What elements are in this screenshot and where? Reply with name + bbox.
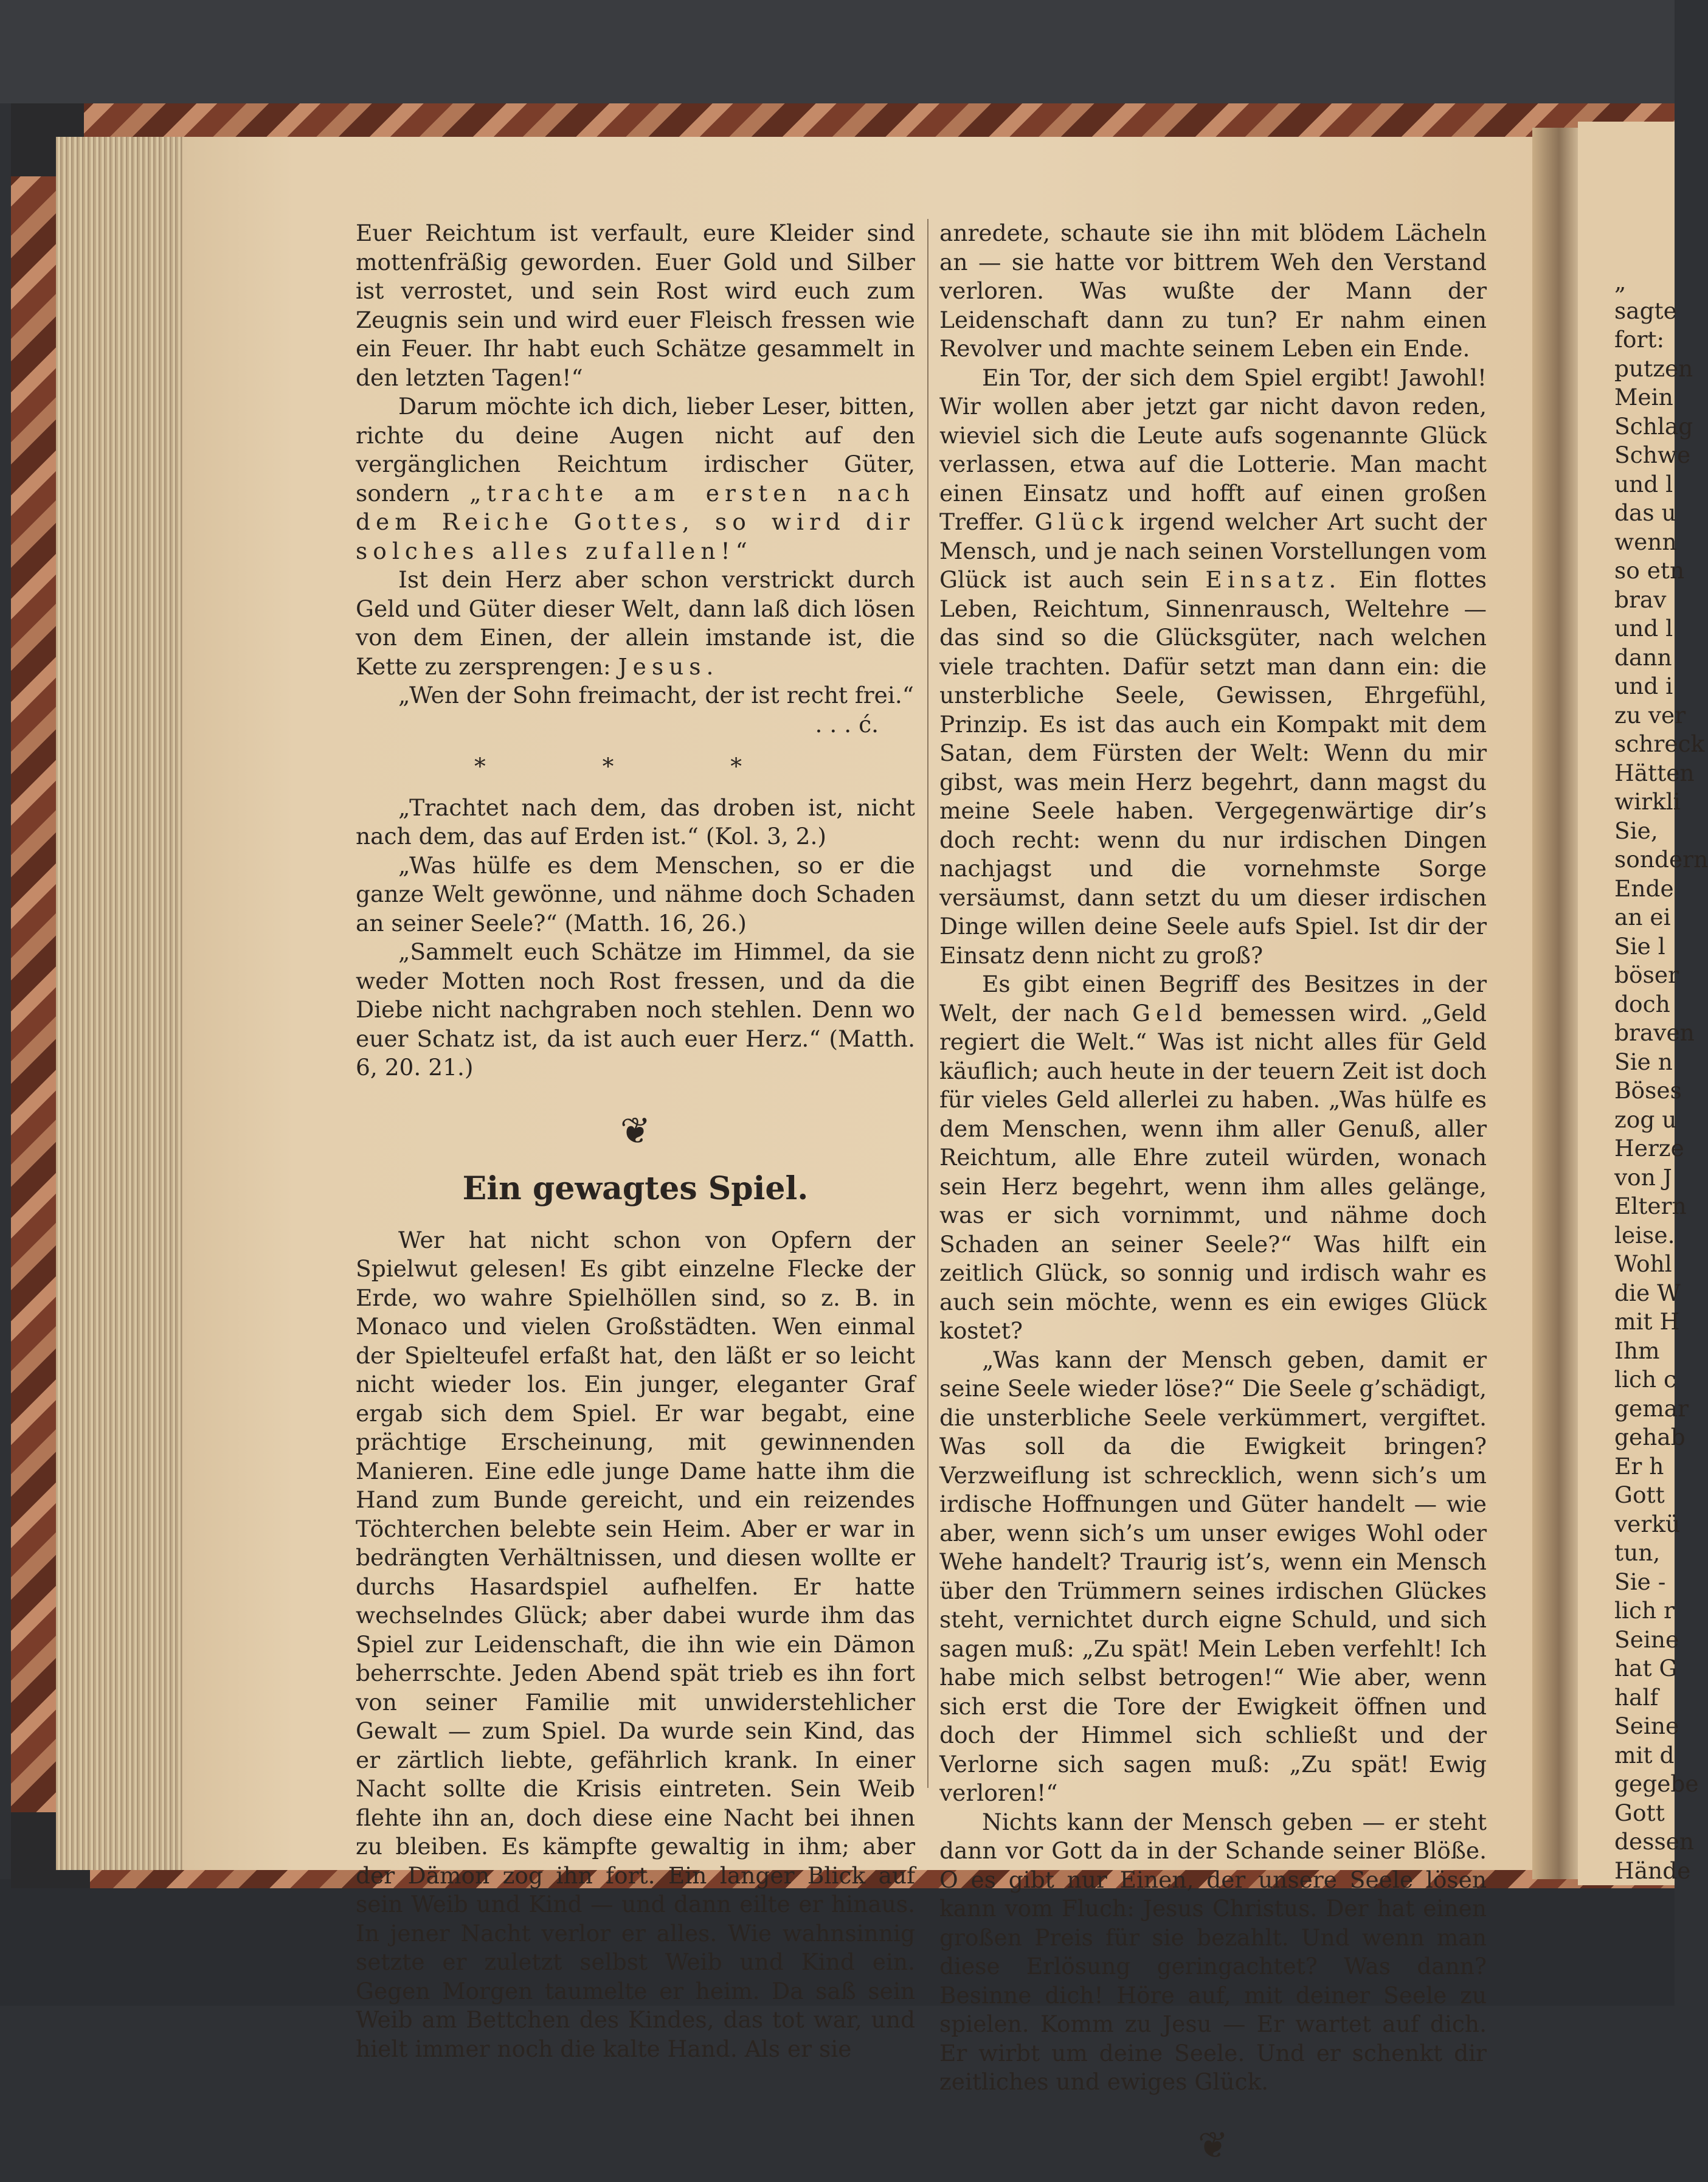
next-page-line-fragment: zu ver bbox=[1614, 701, 1686, 729]
next-page-text-fragments bbox=[1614, 268, 1708, 1885]
next-page-line-fragment: von J bbox=[1614, 1163, 1672, 1191]
next-page-line-fragment: die W bbox=[1614, 1279, 1681, 1306]
next-page-line-fragment: Schlag bbox=[1614, 412, 1693, 440]
next-page-line-fragment: Sie - bbox=[1614, 1568, 1666, 1595]
next-page-line-fragment: böser bbox=[1614, 961, 1679, 988]
next-page-line-fragment: lich r bbox=[1614, 1597, 1675, 1624]
next-page-line-fragment: dann bbox=[1614, 643, 1672, 671]
spaced-word: Geld bbox=[1132, 999, 1208, 1027]
paragraph: „Was kann der Mensch geben, damit er seine Seele wieder löse?“ Die Seele g’schädigt, die unsterbliche Seele verkümmert, vergiftet. Was soll da die Ewigkeit bringen? Verzweiflung ist schrecklich, wenn sich’s um irdische Hoffnungen und Güter handelt — wie aber, wenn sich’s um unser ewiges Wohl oder Wehe handelt? Traurig ist’s, wenn ein Mensch über den Trümmern seines irdischen Glückes steht, vernichtet durch eigne Schuld, und sich sagen muß: „Zu spät! Mein Leben verfehlt! Ich habe mich selbst betrogen!“ Wie aber, wenn sich erst die Tore der Ewigkeit öffnen und doch der Himmel sich schließt und der Verlorne sich sagen muß: „Zu spät! Ewig verloren!“ bbox=[939, 1346, 1487, 1806]
article-heading: Ein gewagtes Spiel. bbox=[462, 1169, 809, 1207]
next-page-line-fragment: verkü bbox=[1614, 1510, 1681, 1537]
next-page-line-fragment: wirkli bbox=[1614, 788, 1681, 815]
next-page-line-fragment: dessen bbox=[1614, 1828, 1695, 1855]
next-page-line-fragment: Er h bbox=[1614, 1452, 1664, 1480]
next-page-line-fragment: Böses bbox=[1614, 1077, 1682, 1104]
page-stack-edge bbox=[56, 137, 195, 1870]
next-page-line-fragment: wenn bbox=[1614, 528, 1677, 555]
next-page-line-fragment: Gott bbox=[1614, 1481, 1665, 1508]
next-page-line-fragment: Schwe bbox=[1614, 442, 1691, 468]
paragraph: Darum möchte ich dich, lieber Leser, bitten, richte du deine Augen nicht auf den vergänglichen Reichtum irdischer Güter, sondern „trachte am ersten nach dem Reiche Gottes, so wird dir solches alles zufallen!“ bbox=[356, 393, 916, 564]
next-page-line-fragment: Wohl bbox=[1614, 1250, 1672, 1277]
next-page-line-fragment: Ende bbox=[1614, 875, 1674, 902]
next-page-line-fragment: gemar bbox=[1614, 1394, 1689, 1422]
next-page-line-fragment: hat G bbox=[1614, 1655, 1678, 1682]
next-page-line-fragment: mit d bbox=[1614, 1741, 1675, 1768]
paragraph: anredete, schaute sie ihn mit blödem Lächeln an — sie hatte vor bittrem Weh den Verstand verloren. Was wußte der Mann der Leidenschaft dann zu tun? Er nahm einen Revolver und machte seinem Leben ein Ende. bbox=[939, 220, 1487, 362]
next-page-line-fragment: Ihm bbox=[1614, 1337, 1660, 1364]
bible-quote: „Sammelt euch Schätze im Himmel, da sie weder Motten noch Rost fressen, und da die Diebe nicht nachgraben noch stehlen. Denn wo euer Schatz ist, da ist auch euer Herz.“ (Matth. 6, 20. 21.) bbox=[356, 938, 915, 1081]
next-page-line-fragment: braven bbox=[1614, 1019, 1695, 1046]
next-page-line-fragment: Sie l bbox=[1614, 932, 1665, 960]
next-page-line-fragment: half bbox=[1614, 1683, 1659, 1711]
next-page-line-fragment: Sie n bbox=[1614, 1048, 1673, 1075]
paragraph: Es gibt einen Begriff des Besitzes in der Welt, der nach Geld bemessen wird. „Geld regiert die Welt.“ Was ist nicht alles für Geld käuflich; auch heute in der teuern Zeit ist doch für vieles Geld allerlei zu haben. „Was hülfe es dem Menschen, wenn ihm aller Genuß, aller Reichtum, alle Ehre zuteil würden, wonach sein Herz begehrt, wenn ihm alles gelänge, was er sich vornimmt, und nähme doch Schaden an seiner Seele?“ Was hilft ein zeitlich Glück, so sonnig und irdisch wahr es auch sein möchte, wenn es ein ewiges Glück kostet? bbox=[939, 971, 1487, 1344]
author-signature: . . . ć. bbox=[815, 710, 879, 738]
paragraph: „Wen der Sohn freimacht, der ist recht frei.“ bbox=[398, 682, 914, 708]
section-divider-stars: * * * bbox=[474, 753, 797, 780]
next-page-line-fragment: Herze bbox=[1614, 1135, 1684, 1162]
next-page-line-fragment: tun, bbox=[1614, 1539, 1661, 1566]
next-page-line-fragment: sondern bbox=[1614, 846, 1708, 873]
bible-quote: „Trachtet nach dem, das droben ist, nicht nach dem, das auf Erden ist.“ (Kol. 3, 2.) bbox=[356, 794, 915, 850]
ornament-icon: ❦ bbox=[620, 1109, 651, 1152]
right-column bbox=[939, 219, 1487, 2182]
next-page-line-fragment: Gott bbox=[1614, 1799, 1665, 1826]
spaced-word: Jesus. bbox=[618, 653, 719, 680]
next-page-line-fragment: sagte bbox=[1614, 297, 1677, 324]
next-page-line-fragment: Mein bbox=[1614, 384, 1673, 410]
background-top bbox=[0, 0, 1675, 103]
paragraph: Euer Reichtum ist verfault, eure Kleider sind mottenfräßig geworden. Euer Gold und Silber ist verrostet, und sein Rost wird euch zum Zeugnis sein und wird euer Fleisch fressen wie ein Feuer. Ihr habt euch Schätze gesammelt in den letzten Tagen!“ bbox=[356, 220, 915, 391]
next-page-line-fragment: und l bbox=[1614, 470, 1673, 497]
spaced-word: Glück bbox=[1034, 508, 1129, 535]
paragraph: Ein Tor, der sich dem Spiel ergibt! Jawohl! Wir wollen aber jetzt gar nicht davon reden, wieviel sich die Leute aufs sogenannte Glück verlassen, etwa auf die Lotterie. Man macht einen Einsatz und hofft auf einen großen Treffer. Glück irgend welcher Art sucht der Mensch, und je nach seinen Vorstellungen vom Glück ist auch sein Einsatz. Ein flottes Leben, Reichtum, Sinnenrausch, Weltehre — das sind so die Glücksgüter, nach welchen viele trachten. Dafür setzt man dann ein: die unsterbliche Seele, Gewissen, Ehrgefühl, Prinzip. Es ist das auch ein Kompakt mit dem Satan, dem Fürsten der Welt: Wenn du mir gibst, was mein Herz begehrt, dann magst du meine Seele haben. Vergegenwärtige dir’s doch recht: wenn du nur irdischen Dingen nachjagst und die vornehmste Sorge versäumst, dann setzt du um dieser irdischen Dinge willen deine Seele aufs Spiel. Ist dir der Einsatz denn nicht zu groß? bbox=[939, 364, 1487, 969]
next-page-line-fragment: Eltern bbox=[1614, 1193, 1687, 1219]
next-page-line-fragment: lich c bbox=[1614, 1366, 1677, 1393]
next-page-line-fragment: und l bbox=[1614, 615, 1673, 642]
left-column bbox=[356, 219, 915, 2063]
next-page-line-fragment: Seine bbox=[1614, 1626, 1679, 1653]
next-page-line-fragment: und i bbox=[1614, 673, 1673, 699]
next-page-line-fragment: zog u bbox=[1614, 1106, 1677, 1133]
bible-quote: „Was hülfe es dem Menschen, so er die ganze Welt gewönne, und nähme doch Schaden an seiner Seele?“ (Matth. 16, 26.) bbox=[356, 851, 915, 937]
paragraph: Wer hat nicht schon von Opfern der Spielwut gelesen! Es gibt einzelne Flecke der Erde, wo wahre Spielhöllen sind, so z. B. in Monaco und vielen Großstädten. Wen einmal der Spielteufel erfaßt hat, den läßt er so leicht nicht wieder los. Ein junger, eleganter Graf ergab sich dem Spiel. Er war begabt, eine prächtige Erscheinung, mit gewinnenden Manieren. Eine edle junge Dame hatte ihm die Hand zum Bunde gereicht, und ein reizendes Töchterchen belebte sein Heim. Aber er war in bedrängten Verhältnissen, und diesen wollte er durchs Hasardspiel aufhelfen. Er hatte wechselndes Glück; aber dabei wurde ihm das Spiel zur Leidenschaft, die ihn wie ein Dämon beherrschte. Jeden Abend spät trieb es ihn fort von seiner Familie mit unwiderstehlicher Gewalt — zum Spiel. Da wurde sein Kind, das er zärtlich liebte, gefährlich krank. In einer Nacht sollte die Krisis eintreten. Sein Weib flehte ihn an, doch diese eine Nacht bei ihnen zu bleiben. Es kämpfte gewaltig in ihm; aber der Dämon zog ihn fort. Ein langer Blick auf sein Weib und Kind — und dann eilte er hinaus. In jener Nacht verlor er alles. Wie wahnsinnig setzte er zuletzt selbst Weib und Kind ein. Gegen Morgen taumelte er heim. Da saß sein Weib am Bettchen des Kindes, das tot war, und hielt immer noch die kalte Hand. Als er sie bbox=[356, 1226, 915, 2062]
next-page-line-fragment: gehab bbox=[1614, 1424, 1686, 1450]
column-divider bbox=[927, 219, 928, 1788]
next-page-line-fragment: gegebe bbox=[1614, 1770, 1699, 1797]
ornament-icon: ❦ bbox=[1197, 2124, 1229, 2167]
next-page-line-fragment: so etn bbox=[1614, 557, 1685, 584]
next-page-line-fragment: „ bbox=[1614, 268, 1627, 295]
book-gutter bbox=[1532, 128, 1581, 1879]
next-page-line-fragment: leise. bbox=[1614, 1221, 1675, 1249]
next-page-line-fragment: fort: bbox=[1614, 326, 1665, 353]
next-page-line-fragment: doch bbox=[1614, 990, 1670, 1017]
next-page-line-fragment: Sie, bbox=[1614, 817, 1658, 844]
next-page-line-fragment: brav bbox=[1614, 586, 1667, 613]
next-page-line-fragment: Hätten bbox=[1614, 759, 1695, 786]
next-page-line-fragment: putzen bbox=[1614, 355, 1693, 382]
paragraph: Ist dein Herz aber schon verstrickt durch Geld und Güter dieser Welt, dann laß dich lösen von dem Einen, der allein imstande ist, die Kette zu zersprengen: Jesus. bbox=[356, 566, 915, 680]
next-page-line-fragment: Hände bbox=[1614, 1857, 1691, 1884]
paragraph: Nichts kann der Mensch geben — er steht dann vor Gott da in der Schande seiner Blöße. O es gibt nur Einen, der unsere Seele lösen kann vom Fluch: Jesus Christus. Der hat einen großen Preis für sie bezahlt. Und wenn man diese Erlösung geringachtet? Was dann? Besinne dich! Höre auf, mit deiner Seele zu spielen. Komm zu Jesu — Er wartet auf dich. Er wirbt um deine Seele. Und er schenkt dir zeitliches und ewiges Glück. bbox=[939, 1808, 1487, 2095]
next-page-line-fragment: Seine bbox=[1614, 1713, 1679, 1739]
next-page-line-fragment: das u bbox=[1614, 499, 1676, 526]
spaced-quote: „trachte am ersten nach dem Reiche Gottes, so wird dir solches alles zufallen!“ bbox=[356, 479, 916, 564]
next-page-line-fragment: an ei bbox=[1614, 904, 1671, 930]
next-page-line-fragment: schreck bbox=[1614, 730, 1705, 757]
spaced-word: Einsatz. bbox=[1205, 566, 1342, 593]
next-page-line-fragment: mit H bbox=[1614, 1308, 1680, 1335]
